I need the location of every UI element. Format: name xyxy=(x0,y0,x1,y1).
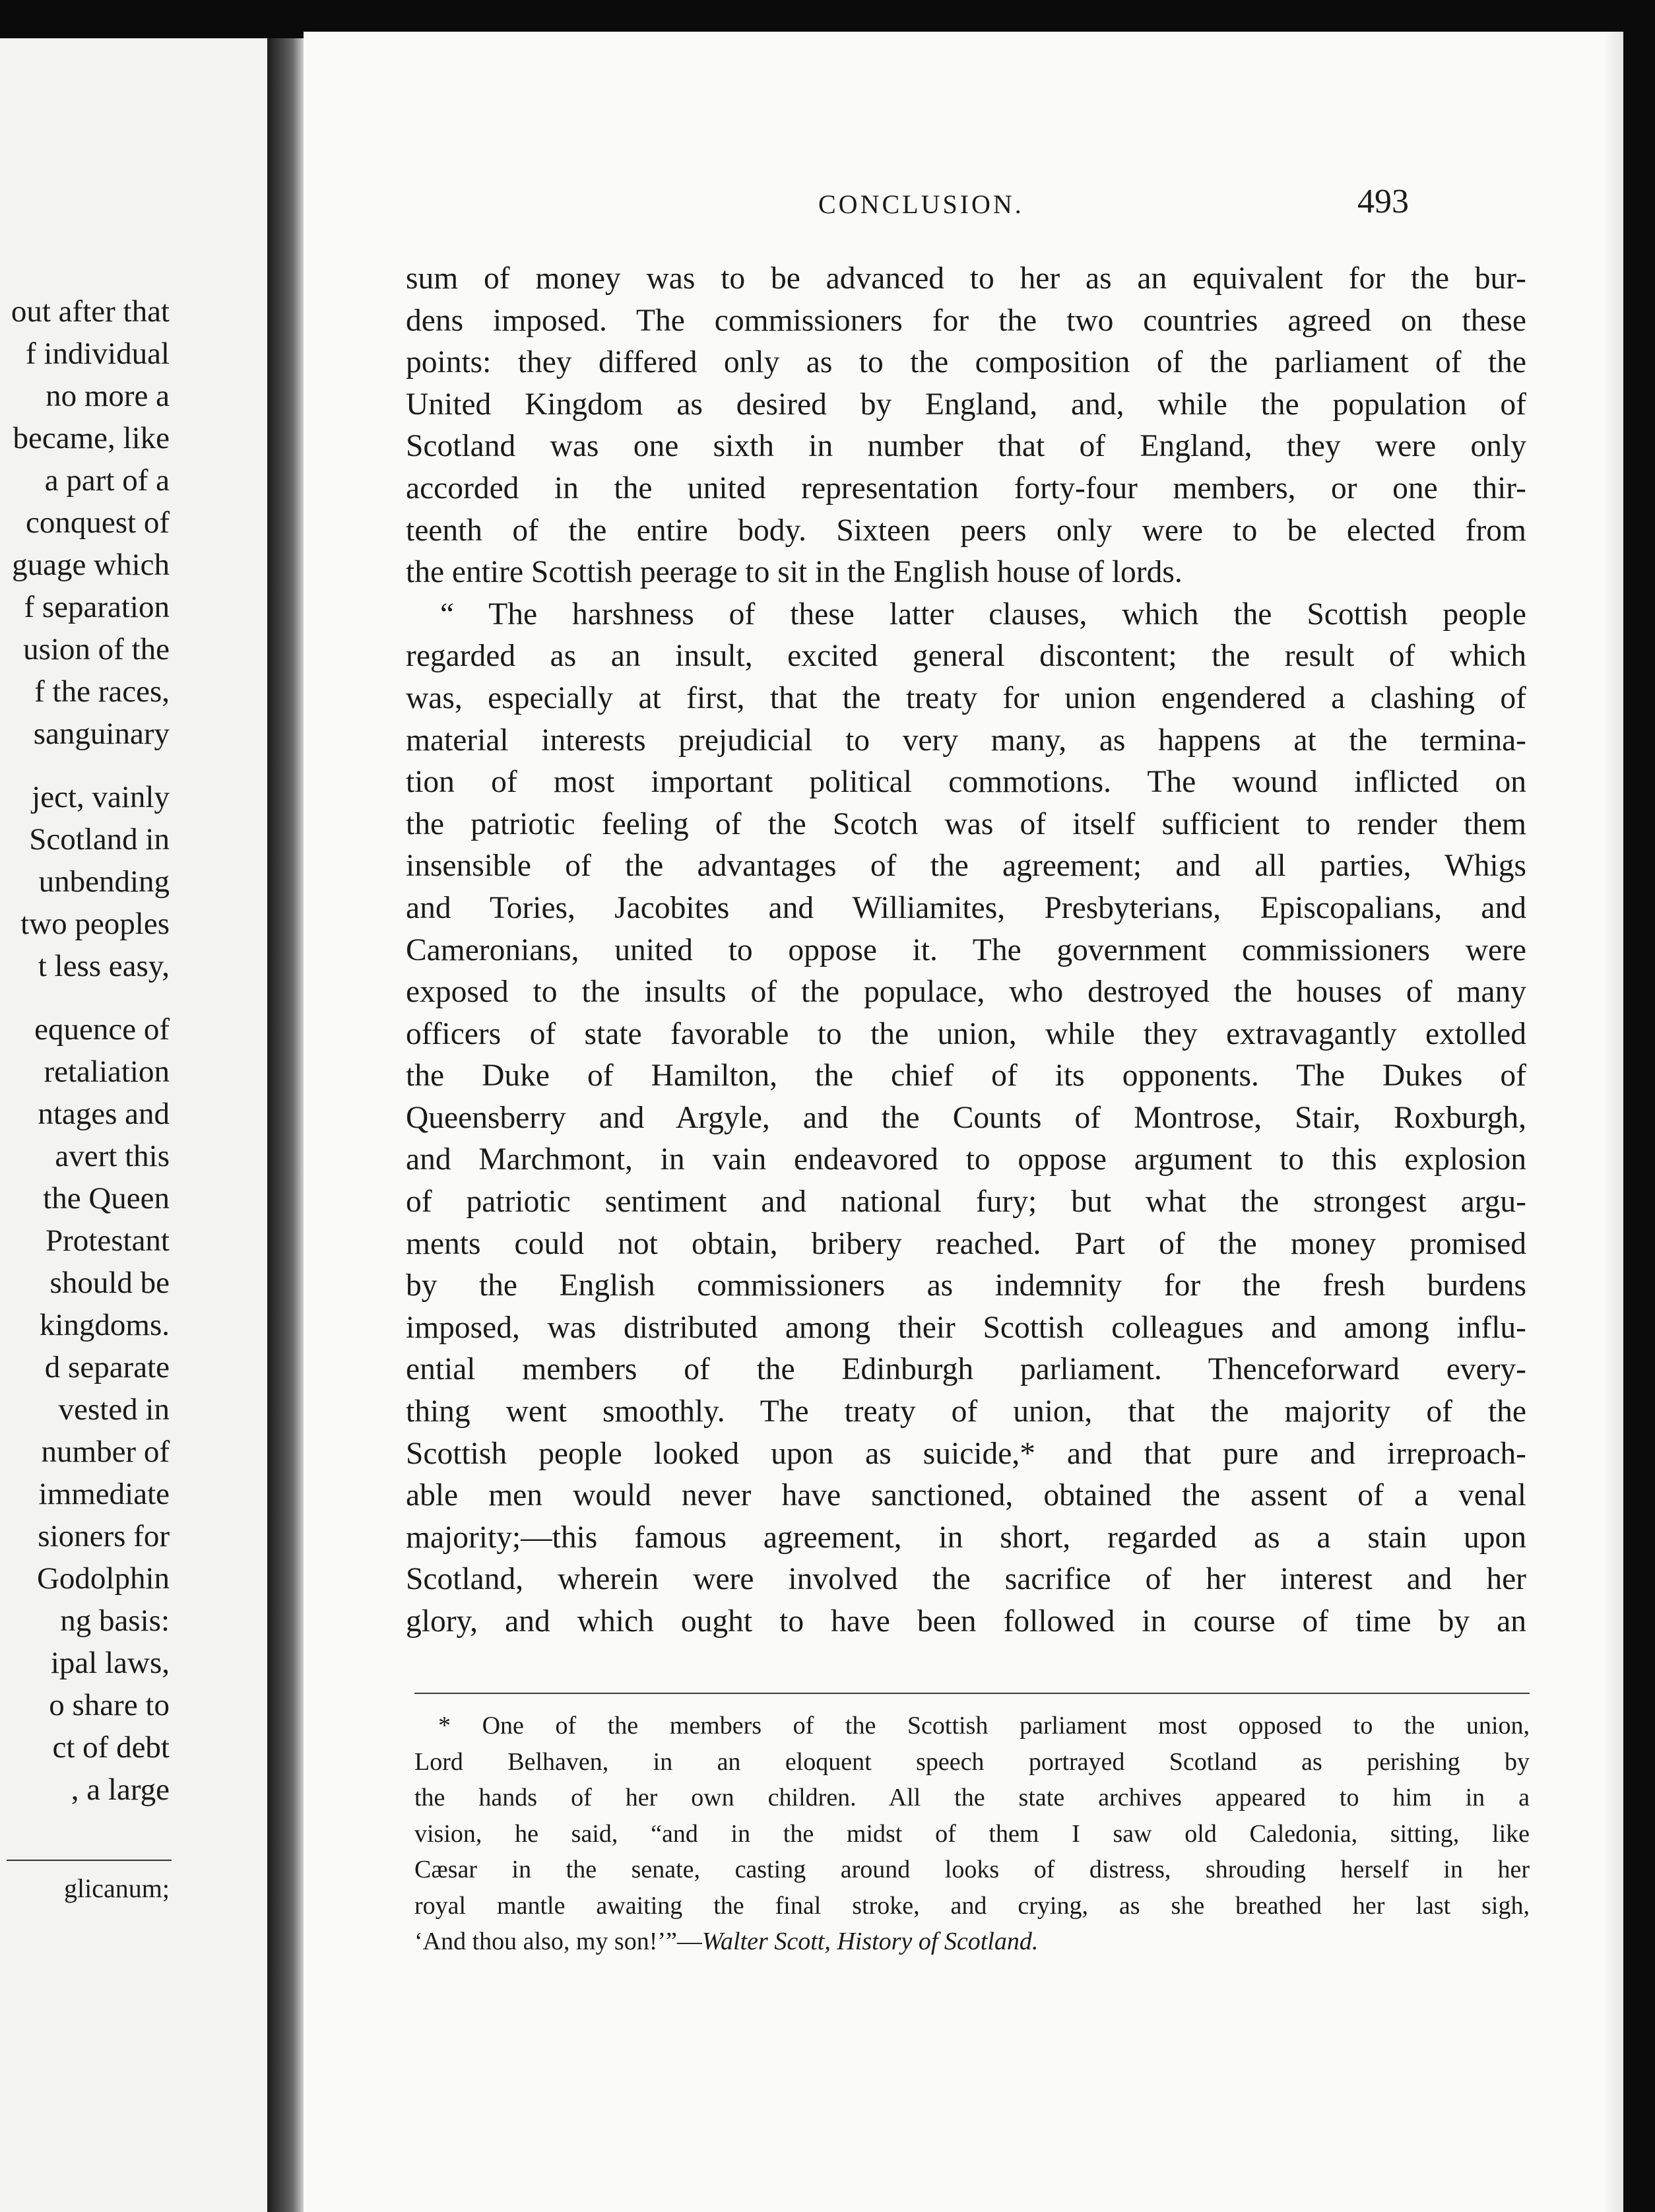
text-line: and Marchmont, in vain endeavored to oppose argument to this explosion xyxy=(406,1142,1526,1177)
facing-page-line: , a large xyxy=(71,1773,170,1807)
text-line: glory, and which ought to have been followed in course of time by an xyxy=(406,1604,1526,1639)
running-title: CONCLUSION. xyxy=(818,189,1024,219)
page-edge-shadow xyxy=(1604,32,1623,2212)
quote-text: ‘And thou also, my son!’”— xyxy=(414,1928,702,1955)
text-line: of patriotic sentiment and national fury; but what the strongest argu- xyxy=(406,1185,1526,1220)
footnote-line-citation xyxy=(414,1924,1530,1960)
facing-page-line: guage which xyxy=(12,548,170,582)
facing-page-line: f the races, xyxy=(34,674,170,709)
facing-page-line: f separation xyxy=(24,590,170,624)
footnote-line: the hands of her own children. All the state archives appeared to him in a xyxy=(414,1784,1530,1811)
text-line: officers of state favorable to the union, while they extravagantly extolled xyxy=(406,1016,1526,1051)
facing-page-line xyxy=(11,755,170,776)
text-line: ments could not obtain, bribery reached. Part of the money promised xyxy=(406,1226,1526,1261)
footnote xyxy=(414,1708,1530,1960)
text-line: teenth of the entire body. Sixteen peers only were to be elected from xyxy=(406,513,1526,548)
text-line: sum of money was to be advanced to her as an equivalent for the bur- xyxy=(406,261,1526,296)
facing-page-line: the Queen xyxy=(43,1181,170,1216)
text-line: thing went smoothly. The treaty of union, that the majority of the xyxy=(406,1394,1526,1429)
citation-author: Walter Scott xyxy=(701,1928,825,1955)
text-line: ential members of the Edinburgh parliament. Thenceforward every- xyxy=(406,1352,1526,1387)
facing-page-line: o share to xyxy=(49,1688,170,1722)
text-line: regarded as an insult, excited general discontent; the result of which xyxy=(406,639,1526,674)
footnote-line: Lord Belhaven, in an eloquent speech portrayed Scotland as perishing by xyxy=(414,1747,1530,1776)
text-line: points: they differed only as to the composition of the parliament of the xyxy=(406,345,1526,380)
page-number: 493 xyxy=(1357,183,1409,220)
text-line: Scotland, wherein were involved the sacrifice of her interest and her xyxy=(406,1562,1526,1597)
facing-page-line: equence of xyxy=(34,1012,170,1047)
facing-page xyxy=(0,38,267,2212)
facing-page-line: usion of the xyxy=(23,632,170,667)
facing-page-line: sioners for xyxy=(38,1519,170,1553)
footnote-rule xyxy=(414,1693,1530,1694)
text-line: dens imposed. The commissioners for the two countries agreed on these xyxy=(406,303,1526,338)
facing-page-line: ng basis: xyxy=(60,1604,170,1638)
text-line: exposed to the insults of the populace, who destroyed the houses of many xyxy=(406,975,1526,1010)
footnote-line: * One of the members of the Scottish parliament most opposed to the union, xyxy=(438,1712,1530,1740)
text-line: United Kingdom as desired by England, and, while the population of xyxy=(406,387,1526,422)
facing-page-line: Godolphin xyxy=(36,1561,170,1596)
facing-page-line: conquest of xyxy=(26,505,170,540)
facing-page-line: two peoples xyxy=(20,907,170,941)
text-line: Scotland was one sixth in number that of England, they were only xyxy=(406,429,1526,464)
citation-work: History of Scotland. xyxy=(837,1928,1039,1955)
facing-page-line: should be xyxy=(49,1266,170,1300)
facing-page-line: kingdoms. xyxy=(39,1308,170,1342)
text-line: was, especially at first, that the treaty for union engendered a clashing of xyxy=(406,680,1526,715)
facing-page-line: Protestant xyxy=(46,1223,170,1258)
facing-page-line: vested in xyxy=(58,1392,170,1427)
facing-page-footnote-rule xyxy=(7,1860,172,1861)
facing-page-line: became, like xyxy=(13,421,170,455)
facing-page-line: number of xyxy=(41,1435,170,1469)
facing-page-line: d separate xyxy=(44,1350,170,1384)
facing-page-text xyxy=(11,290,170,1811)
facing-page-line: ipal laws, xyxy=(50,1646,170,1680)
book-page xyxy=(304,32,1623,2212)
facing-page-line: f individual xyxy=(26,337,170,371)
facing-page-line: unbending xyxy=(38,864,170,899)
footnote-line: vision, he said, “and in the midst of them I saw old Caledonia, sitting, like xyxy=(414,1819,1530,1848)
footnote-line: royal mantle awaiting the final stroke, and crying, as she breathed her last sigh, xyxy=(414,1891,1530,1920)
facing-page-line: no more a xyxy=(46,379,170,413)
facing-page-line: ject, vainly xyxy=(32,780,170,814)
text-line: material interests prejudicial to very many, as happens at the termina- xyxy=(406,723,1526,758)
text-line: the Duke of Hamilton, the chief of its opponents. The Dukes of xyxy=(406,1058,1526,1093)
text-line: Scottish people looked upon as suicide,* and that pure and irreproach- xyxy=(406,1436,1526,1471)
text-line: accorded in the united representation forty-four members, or one thir- xyxy=(406,471,1526,505)
facing-page-line: t less easy, xyxy=(38,949,170,983)
text-line: Queensberry and Argyle, and the Counts of Montrose, Stair, Roxburgh, xyxy=(406,1100,1526,1135)
footnote-line: Cæsar in the senate, casting around looks of distress, shrouding herself in her xyxy=(414,1856,1530,1883)
facing-page-line: Scotland in xyxy=(29,822,170,857)
text-line: imposed, was distributed among their Scottish colleagues and among influ- xyxy=(406,1310,1526,1345)
facing-page-line: immediate xyxy=(38,1477,170,1511)
facing-page-line: a part of a xyxy=(44,463,170,498)
text-line: by the English commissioners as indemnity for the fresh burdens xyxy=(406,1268,1526,1303)
facing-page-line xyxy=(11,987,170,1008)
text-line: the entire Scottish peerage to sit in the English house of lords. xyxy=(406,555,1183,590)
facing-page-line: ntages and xyxy=(38,1097,170,1131)
body-text xyxy=(406,258,1526,1643)
book-gutter xyxy=(267,38,304,2212)
text-line: insensible of the advantages of the agreement; and all parties, Whigs xyxy=(406,849,1526,884)
text-line: “ The harshness of these latter clauses, which the Scottish people xyxy=(440,597,1526,632)
facing-page-line: avert this xyxy=(55,1139,170,1173)
facing-page-line: sanguinary xyxy=(33,717,170,751)
text-line: majority;—this famous agreement, in short, regarded as a stain upon xyxy=(406,1520,1526,1555)
facing-page-footnote: glicanum; xyxy=(64,1873,170,1903)
facing-page-line: retaliation xyxy=(44,1055,170,1089)
text-line: the patriotic feeling of the Scotch was of itself sufficient to render them xyxy=(406,806,1526,841)
text-line: able men would never have sanctioned, obtained the assent of a venal xyxy=(406,1478,1526,1513)
text-line: and Tories, Jacobites and Williamites, Presbyterians, Episcopalians, and xyxy=(406,890,1526,925)
text-line: tion of most important political commotions. The wound inflicted on xyxy=(406,765,1526,800)
text-line: Cameronians, united to oppose it. The government commissioners were xyxy=(406,932,1526,967)
citation-separator: , xyxy=(824,1928,837,1955)
facing-page-line: ct of debt xyxy=(52,1730,170,1765)
facing-page-line: out after that xyxy=(11,294,170,329)
